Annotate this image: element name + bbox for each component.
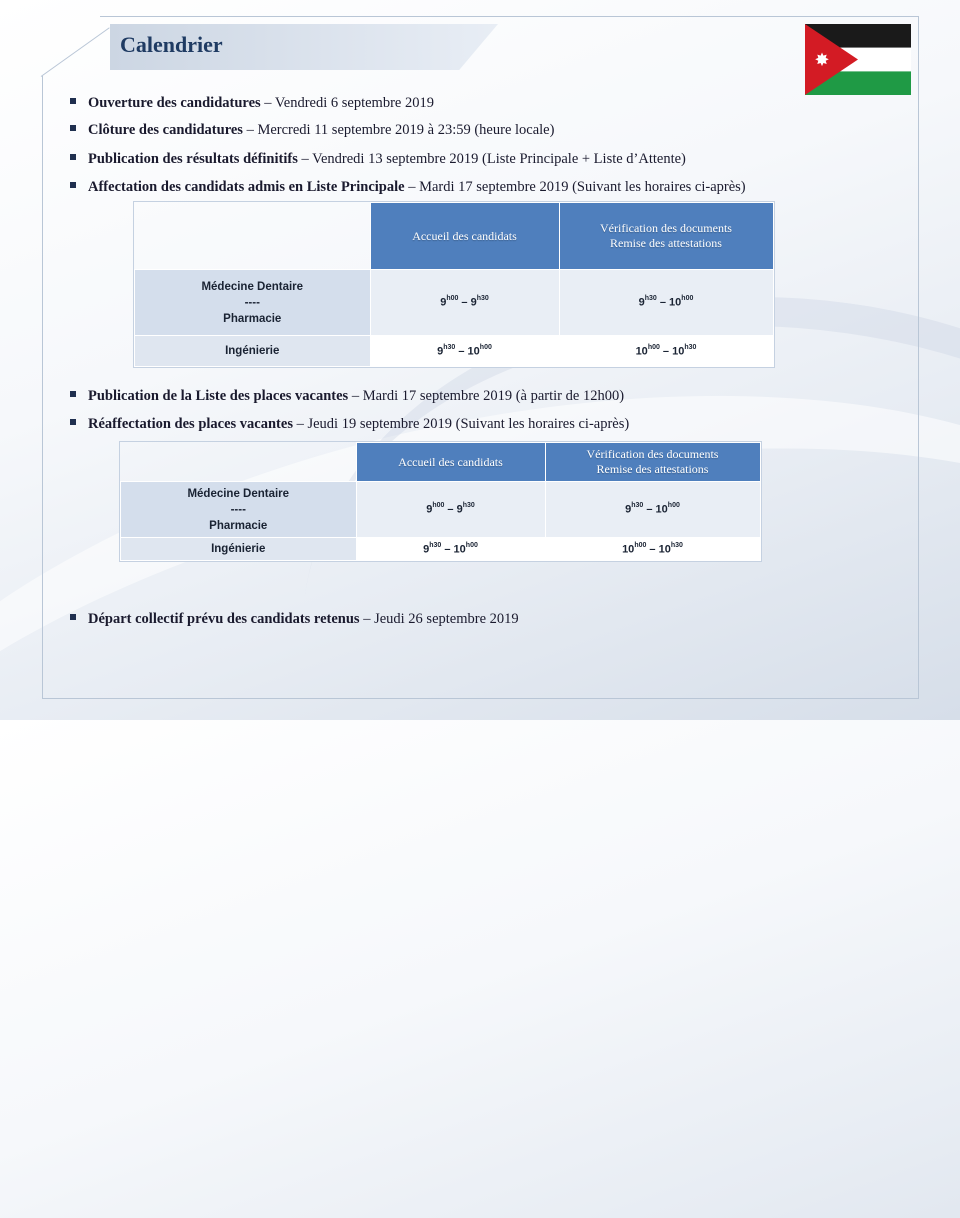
hour: 10 — [655, 503, 668, 516]
item-detail: – Mardi 17 septembre 2019 (Suivant les horaires ci-après) — [404, 179, 746, 195]
item-detail: – Jeudi 19 septembre 2019 (Suivant les horaires ci-après) — [292, 416, 630, 432]
hour: 9 — [625, 503, 632, 516]
time-cell — [545, 482, 760, 538]
row-header-text: Ingénierie — [211, 543, 266, 555]
square-bullet-icon — [70, 154, 76, 160]
jordan-flag-icon — [805, 24, 911, 95]
square-bullet-icon — [70, 182, 76, 188]
column-header — [356, 443, 545, 482]
item-label: Clôture des candidatures — [88, 122, 243, 138]
column-header-text: Remise des attestations — [610, 236, 722, 250]
row-header — [135, 336, 371, 367]
hour: 10 — [622, 543, 635, 556]
minutes: h30 — [644, 295, 657, 303]
minutes: h30 — [476, 295, 489, 303]
minutes: h00 — [446, 295, 459, 303]
item-label: Publication des résultats définitifs — [88, 151, 298, 167]
minutes: h00 — [432, 502, 445, 510]
minutes: h30 — [443, 343, 456, 351]
hour: 10 — [467, 345, 480, 358]
separator: – — [643, 503, 656, 516]
page-title: Calendrier — [120, 32, 223, 57]
row-header-text: Pharmacie — [209, 519, 268, 532]
item-label: Départ collectif prévu des candidats retenus — [88, 611, 360, 627]
minutes: h00 — [465, 541, 478, 549]
item-detail: – Mercredi 11 septembre 2019 à 23:59 (heure locale) — [242, 122, 555, 138]
slide-frame-top — [100, 16, 918, 17]
square-bullet-icon — [70, 614, 76, 620]
time-cell — [559, 336, 773, 367]
row-header — [121, 482, 357, 538]
item-detail: – Vendredi 13 septembre 2019 (Liste Principale + Liste d’Attente) — [297, 151, 686, 167]
separator: – — [441, 543, 454, 556]
hour: 10 — [672, 345, 685, 358]
square-bullet-icon — [70, 125, 76, 131]
hour: 9 — [426, 503, 433, 516]
hour: 10 — [453, 543, 466, 556]
hour: 9 — [470, 296, 477, 309]
separator: – — [458, 296, 471, 309]
time-cell — [356, 482, 545, 538]
separator: – — [646, 543, 659, 556]
minutes: h30 — [462, 502, 475, 510]
item-label: Publication de la Liste des places vacantes — [88, 388, 349, 404]
row-header-text: Pharmacie — [223, 312, 282, 325]
hour: 9 — [437, 345, 444, 358]
item-label: Réaffectation des places vacantes — [88, 416, 293, 432]
time-cell — [545, 538, 760, 561]
table-corner — [135, 203, 371, 270]
column-header — [559, 203, 773, 270]
item-label: Ouverture des candidatures — [88, 95, 261, 111]
time-cell — [559, 270, 773, 336]
row-header — [121, 538, 357, 561]
time-cell — [356, 538, 545, 561]
square-bullet-icon — [70, 98, 76, 104]
minutes: h00 — [681, 295, 694, 303]
hour: 9 — [638, 296, 645, 309]
minutes: h00 — [667, 502, 680, 510]
row-header-text: Ingénierie — [225, 345, 280, 357]
column-header-text: Vérification des documents — [600, 221, 732, 235]
item-detail: – Vendredi 6 septembre 2019 — [260, 95, 434, 111]
column-header-text: Remise des attestations — [596, 462, 709, 476]
hour: 9 — [440, 296, 447, 309]
item-detail: – Jeudi 26 septembre 2019 — [359, 611, 519, 627]
slide-frame-left — [42, 76, 43, 698]
list-item — [70, 611, 519, 628]
minutes: h30 — [429, 541, 442, 549]
table-corner — [121, 443, 357, 482]
square-bullet-icon — [70, 391, 76, 397]
column-header-text: Accueil des candidats — [412, 228, 517, 243]
row-header-text: Médecine Dentaire — [187, 487, 290, 500]
list-item — [70, 122, 554, 139]
minutes: h00 — [647, 343, 660, 351]
separator: – — [656, 296, 670, 309]
column-header — [545, 443, 760, 482]
schedule-table-reaffectation — [120, 442, 761, 561]
column-header — [370, 203, 559, 270]
schedule-table-affectation — [134, 202, 774, 367]
hour: 10 — [669, 296, 682, 309]
list-item — [70, 95, 434, 112]
hour: 10 — [635, 345, 648, 358]
column-header-text: Vérification des documents — [586, 447, 719, 461]
hour: 9 — [423, 543, 430, 556]
separator: – — [444, 503, 457, 516]
hour: 10 — [658, 543, 671, 556]
item-detail: – Mardi 17 septembre 2019 (à partir de 12h00) — [348, 388, 625, 404]
row-header-text: ---- — [244, 296, 260, 309]
list-item — [70, 151, 686, 168]
minutes: h30 — [670, 541, 683, 549]
separator: – — [455, 345, 468, 358]
time-cell — [370, 270, 559, 336]
list-item — [70, 416, 629, 433]
row-header-text: ---- — [230, 503, 246, 516]
list-item — [70, 388, 624, 405]
row-header-text: Médecine Dentaire — [201, 280, 304, 293]
minutes: h00 — [634, 541, 647, 549]
minutes: h30 — [684, 343, 697, 351]
row-header — [135, 270, 371, 336]
minutes: h30 — [631, 502, 644, 510]
separator: – — [659, 345, 673, 358]
item-label: Affectation des candidats admis en Liste Principale — [88, 179, 405, 195]
minutes: h00 — [479, 343, 492, 351]
square-bullet-icon — [70, 419, 76, 425]
list-item — [70, 179, 746, 196]
column-header-text: Accueil des candidats — [398, 454, 503, 469]
time-cell — [370, 336, 559, 367]
hour: 9 — [456, 503, 463, 516]
